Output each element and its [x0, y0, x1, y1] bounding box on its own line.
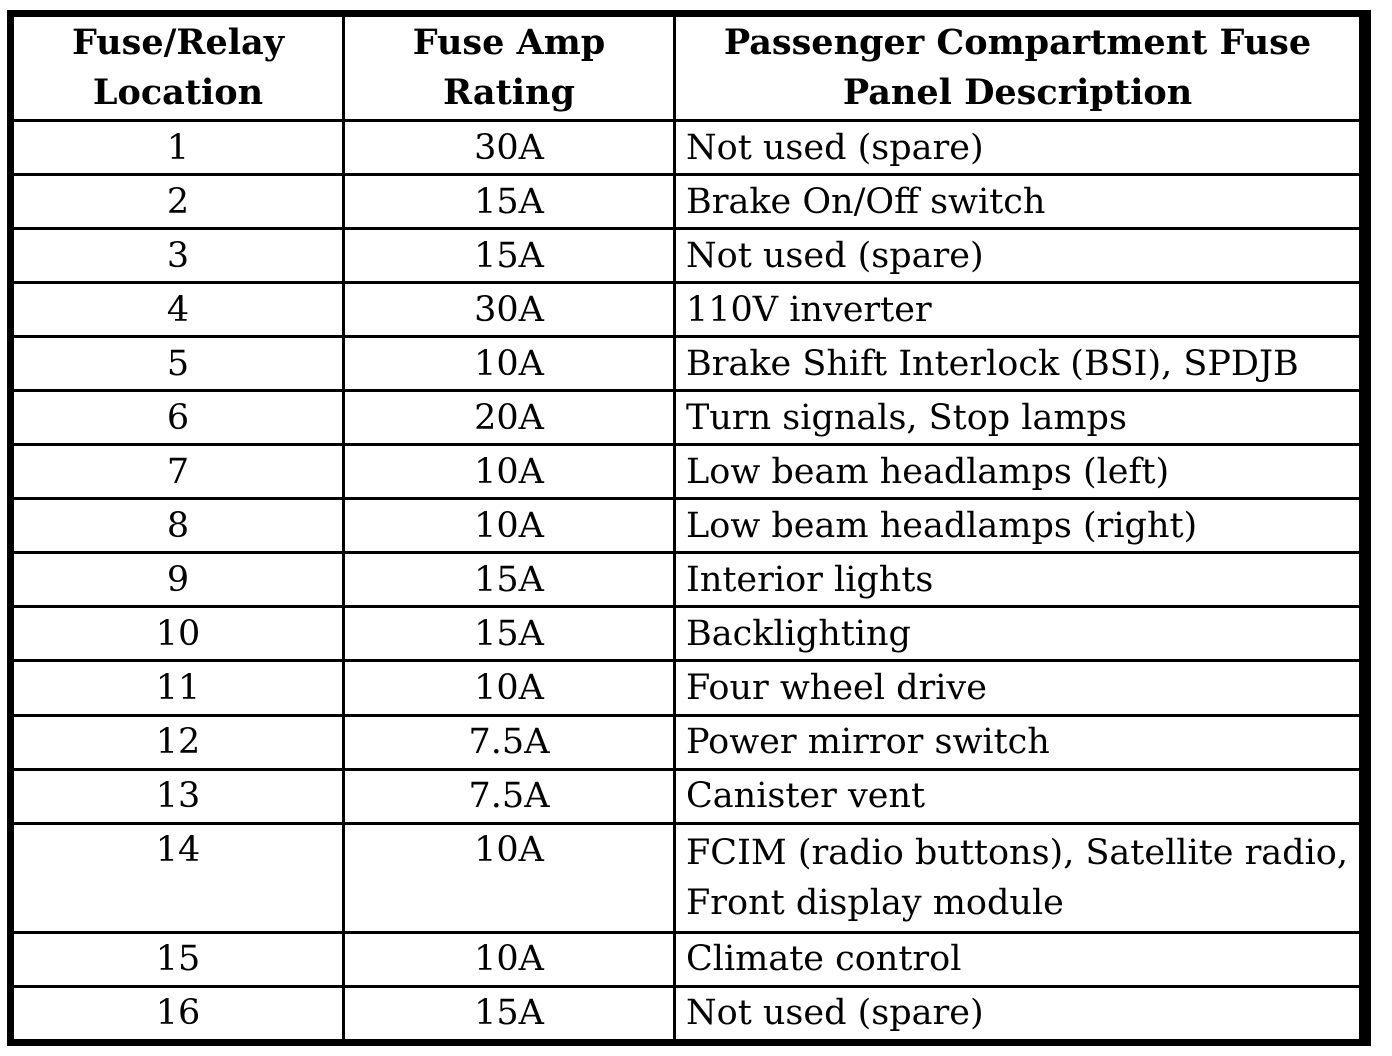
cell-location: 7 — [13, 445, 344, 499]
cell-location: 14 — [13, 823, 344, 932]
cell-location: 15 — [13, 932, 344, 986]
cell-amp-rating: 15A — [344, 986, 675, 1040]
cell-description: Turn signals, Stop lamps — [675, 391, 1361, 445]
fuse-table-frame — [7, 10, 1366, 1046]
cell-amp-rating: 15A — [344, 175, 675, 229]
table-row — [13, 175, 1361, 229]
table-row — [13, 229, 1361, 283]
table-row — [13, 553, 1361, 607]
cell-location: 13 — [13, 769, 344, 823]
cell-location: 16 — [13, 986, 344, 1040]
cell-location: 6 — [13, 391, 344, 445]
cell-location: 4 — [13, 283, 344, 337]
cell-description: Power mirror switch — [675, 715, 1361, 769]
cell-description: Interior lights — [675, 553, 1361, 607]
table-header-row — [13, 16, 1361, 121]
cell-amp-rating: 15A — [344, 229, 675, 283]
cell-description: 110V inverter — [675, 283, 1361, 337]
cell-description: Not used (spare) — [675, 121, 1361, 175]
cell-description: Four wheel drive — [675, 661, 1361, 715]
table-row — [13, 607, 1361, 661]
cell-location: 1 — [13, 121, 344, 175]
cell-amp-rating: 10A — [344, 661, 675, 715]
cell-amp-rating: 10A — [344, 499, 675, 553]
cell-description: Low beam headlamps (left) — [675, 445, 1361, 499]
cell-amp-rating: 10A — [344, 823, 675, 932]
table-row — [13, 715, 1361, 769]
cell-amp-rating: 10A — [344, 445, 675, 499]
cell-location: 11 — [13, 661, 344, 715]
cell-amp-rating: 7.5A — [344, 769, 675, 823]
cell-location: 10 — [13, 607, 344, 661]
header-amp-rating: Fuse Amp Rating — [344, 16, 675, 121]
cell-amp-rating: 15A — [344, 607, 675, 661]
cell-description: Not used (spare) — [675, 229, 1361, 283]
cell-amp-rating: 15A — [344, 553, 675, 607]
table-row — [13, 823, 1361, 932]
cell-description: FCIM (radio buttons), Satellite radio, Front display module — [675, 823, 1361, 932]
cell-location: 12 — [13, 715, 344, 769]
table-row — [13, 661, 1361, 715]
cell-location: 2 — [13, 175, 344, 229]
cell-description: Brake Shift Interlock (BSI), SPDJB — [675, 337, 1361, 391]
table-row — [13, 932, 1361, 986]
cell-location: 5 — [13, 337, 344, 391]
cell-amp-rating: 10A — [344, 337, 675, 391]
cell-location: 8 — [13, 499, 344, 553]
table-row — [13, 283, 1361, 337]
fuse-table — [11, 14, 1362, 1042]
cell-description: Low beam headlamps (right) — [675, 499, 1361, 553]
table-row — [13, 121, 1361, 175]
cell-location: 9 — [13, 553, 344, 607]
table-row — [13, 986, 1361, 1040]
header-description: Passenger Compartment Fuse Panel Description — [675, 16, 1361, 121]
table-row — [13, 769, 1361, 823]
cell-description: Backlighting — [675, 607, 1361, 661]
cell-description: Canister vent — [675, 769, 1361, 823]
cell-amp-rating: 30A — [344, 121, 675, 175]
cell-description: Climate control — [675, 932, 1361, 986]
table-row — [13, 337, 1361, 391]
cell-amp-rating: 20A — [344, 391, 675, 445]
cell-location: 3 — [13, 229, 344, 283]
cell-description: Not used (spare) — [675, 986, 1361, 1040]
cell-amp-rating: 30A — [344, 283, 675, 337]
cell-description: Brake On/Off switch — [675, 175, 1361, 229]
cell-amp-rating: 10A — [344, 932, 675, 986]
table-row — [13, 499, 1361, 553]
table-row — [13, 445, 1361, 499]
header-location: Fuse/Relay Location — [13, 16, 344, 121]
table-row — [13, 391, 1361, 445]
cell-amp-rating: 7.5A — [344, 715, 675, 769]
